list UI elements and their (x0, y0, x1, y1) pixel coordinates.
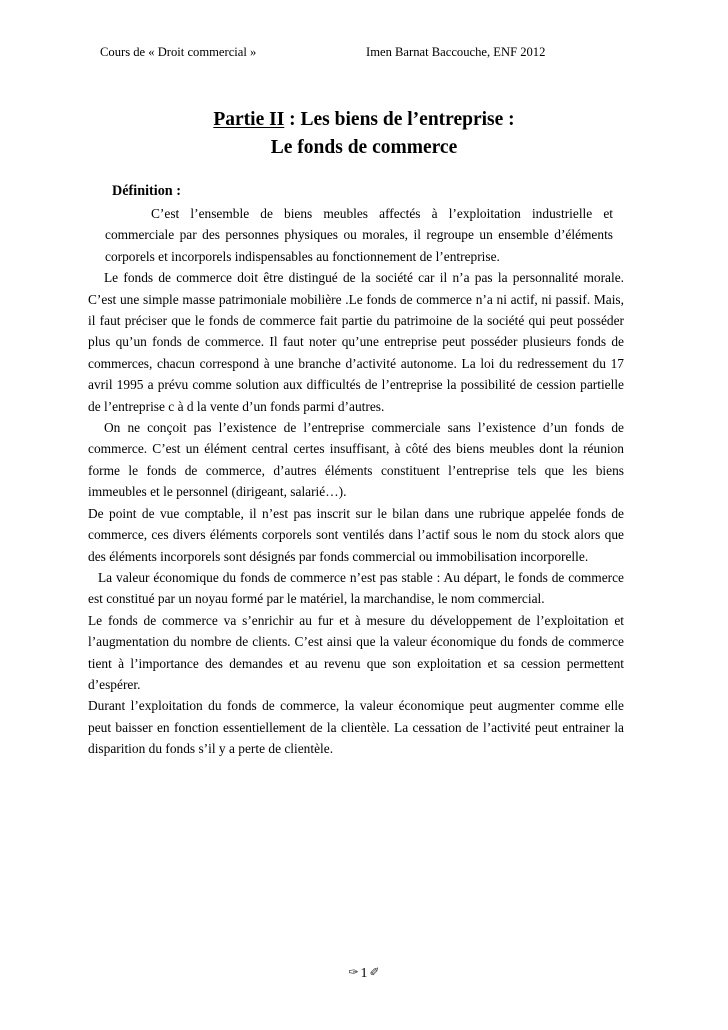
title-line-2: Le fonds de commerce (270, 137, 458, 158)
title-line-1 (64, 106, 664, 134)
paragraph-7: Durant l’exploitation du fonds de commerce, la valeur économique peut augmenter comme elle peut baisser en fonction essentiellement de la clientèle. La cessation de l’activité peut entrainer la disparition du fonds s’il y a perte de clientèle. (88, 698, 624, 757)
document-header (100, 43, 630, 61)
paragraph-4: De point de vue comptable, il n’est pas inscrit sur le bilan dans une rubrique appelée fonds de commerce, ces divers éléments corporels sont ventilés dans l’actif sous le nom du stock alors que des éléments incorporels sont désignés par fonds commercial ou immobilisation incorporelle. (88, 505, 624, 564)
pen-ornament-left-icon: ✑ (348, 965, 359, 979)
document-footer (0, 962, 728, 984)
page-number: 1 (360, 966, 368, 981)
section-heading-definition: Définition : (112, 183, 181, 199)
document-body (0, 182, 728, 760)
title-part-rest: : Les biens de l’entreprise : (284, 109, 515, 130)
paragraph-5: La valeur économique du fonds de commerce n’est pas stable : Au départ, le fonds de commerce est constitué par un noyau formé par le matériel, la marchandise, le nom commercial. (88, 569, 624, 607)
paragraph-3: On ne conçoit pas l’existence de l’entreprise commerciale sans l’existence d’un fonds de commerce. C’est un élément central certes insuffisant, à côté des biens meubles dont la réunion forme le fonds de commerce, d’autres éléments constituent l’entreprise tels que les biens immeubles et le personnel (dirigeant, salarié…). (88, 420, 624, 500)
paragraph-definition-body: C’est l’ensemble de biens meubles affectés à l’exploitation industrielle et commerciale par des personnes physiques ou morales, il regroupe un ensemble d’éléments corporels et incorporels indispensables au fonctionnement de l’entreprise. (105, 206, 613, 264)
pen-ornament-right-icon: ✐ (369, 965, 380, 979)
header-course-title: Cours de « Droit commercial » (100, 45, 257, 59)
paragraph-6: Le fonds de commerce va s’enrichir au fur et à mesure du développement de l’exploitation et l’augmentation du nombre de clients. C’est ainsi que la valeur économique du fonds de commerce tient à l’importance des demandes et au revenu que son exploitation et sa cession permettent d’espérer. (88, 612, 624, 692)
title-part-label: Partie II (213, 109, 285, 130)
header-author-affiliation: Imen Barnat Baccouche, ENF 2012 (366, 45, 546, 59)
paragraph-2: Le fonds de commerce doit être distingué de la société car il n’a pas la personnalité morale. C’est une simple masse patrimoniale mobilière .Le fonds de commerce n’a ni actif, ni passif. Mais, il faut préciser que le fonds de commerce fait partie du patrimoine de la société qui peut posséder plus qu’un fonds de commerce. Il faut noter qu’une entreprise peut posséder plusieurs fonds de commerces, chacun correspond à une branche d’activité autonome. La loi du redressement du 17 avril 1995 a prévu comme solution aux difficultés de l’entreprise la possibilité de cession partielle de l’entreprise c à d la vente d’un fonds parmi d’autres. (88, 270, 624, 414)
page-title (64, 106, 664, 162)
